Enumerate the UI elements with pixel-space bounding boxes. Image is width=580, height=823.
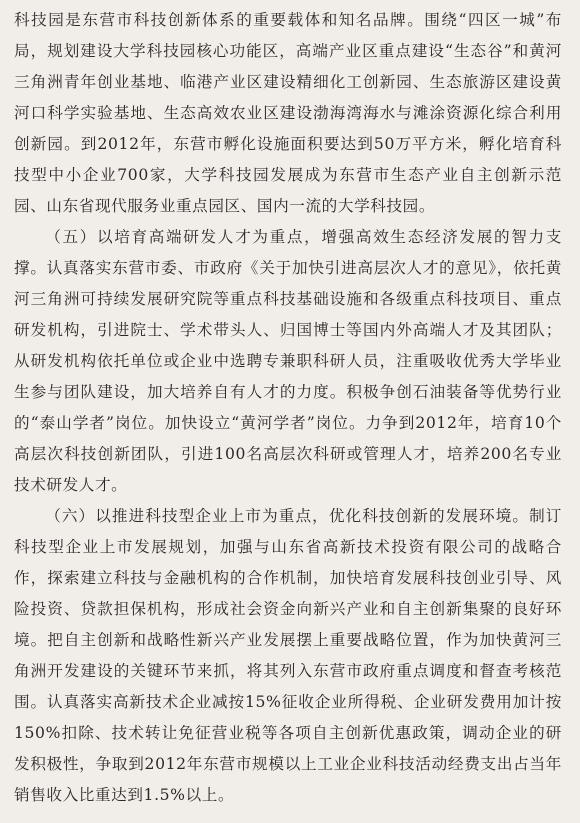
document-page	[0, 5, 580, 823]
paragraph-talent: （五）以培育高端研发人才为重点，增强高效生态经济发展的智力支撑。认真落实东营市委、市政府《关于加快引进高层次人才的意见》，依托黄河三角洲可持续发展研究院等重点科技基础设施和各级重点科技项目、重点研发机构，引进院士、学术带头人、归国博士等国内外高端人才及其团队；从研发机构依托单位或企业中选聘专兼职科研人员，注重吸收优秀大学毕业生参与团队建设，加大培养自有人才的力度。积极争创石油装备等优势行业的“泰山学者”岗位。加快设立“黄河学者”岗位。力争到2012年，培育10个高层次科技创新团队，引进100名高层次科研或管理人才，培养200名专业技术研发人才。	[14, 228, 562, 494]
paragraph-environment: （六）以推进科技型企业上市为重点，优化科技创新的发展环境。制订科技型企业上市发展规划，加强与山东省高新技术投资有限公司的战略合作，探索建立科技与金融机构的合作机制，加快培育发展科技创业引导、风险投资、贷款担保机构，形成社会资金向新兴产业和自主创新集聚的良好环境。把自主创新和战略性新兴产业发展摆上重要战略位置，作为加快黄河三角洲开发建设的关键环节来抓，将其列入东营市政府重点调度和督查考核范围。认真落实高新技术企业减按15%征收企业所得税、企业研发费用加计按150%扣除、技术转让免征营业税等各项自主创新优惠政策，调动企业的研发积极性，争取到2012年东营市规模以上工业企业科技活动经费支出占当年销售收入比重达到1.5%以上。	[14, 507, 562, 804]
paragraph-science-park: 科技园是东营市科技创新体系的重要载体和知名品牌。围绕“四区一城”布局，规划建设大学科技园核心功能区，高端产业区重点建设“生态谷”和黄河三角洲青年创业基地、临港产业区建设精细化工创新园、生态旅游区建设黄河口科学实验基地、生态高效农业区建设渤海湾海水与滩涂资源化综合利用创新园。到2012年，东营市孵化设施面积要达到50万平方米，孵化培育科技型中小企业700家，大学科技园发展成为东营市生态产业自主创新示范园、山东省现代服务业重点园区、国内一流的大学科技园。	[14, 11, 562, 215]
